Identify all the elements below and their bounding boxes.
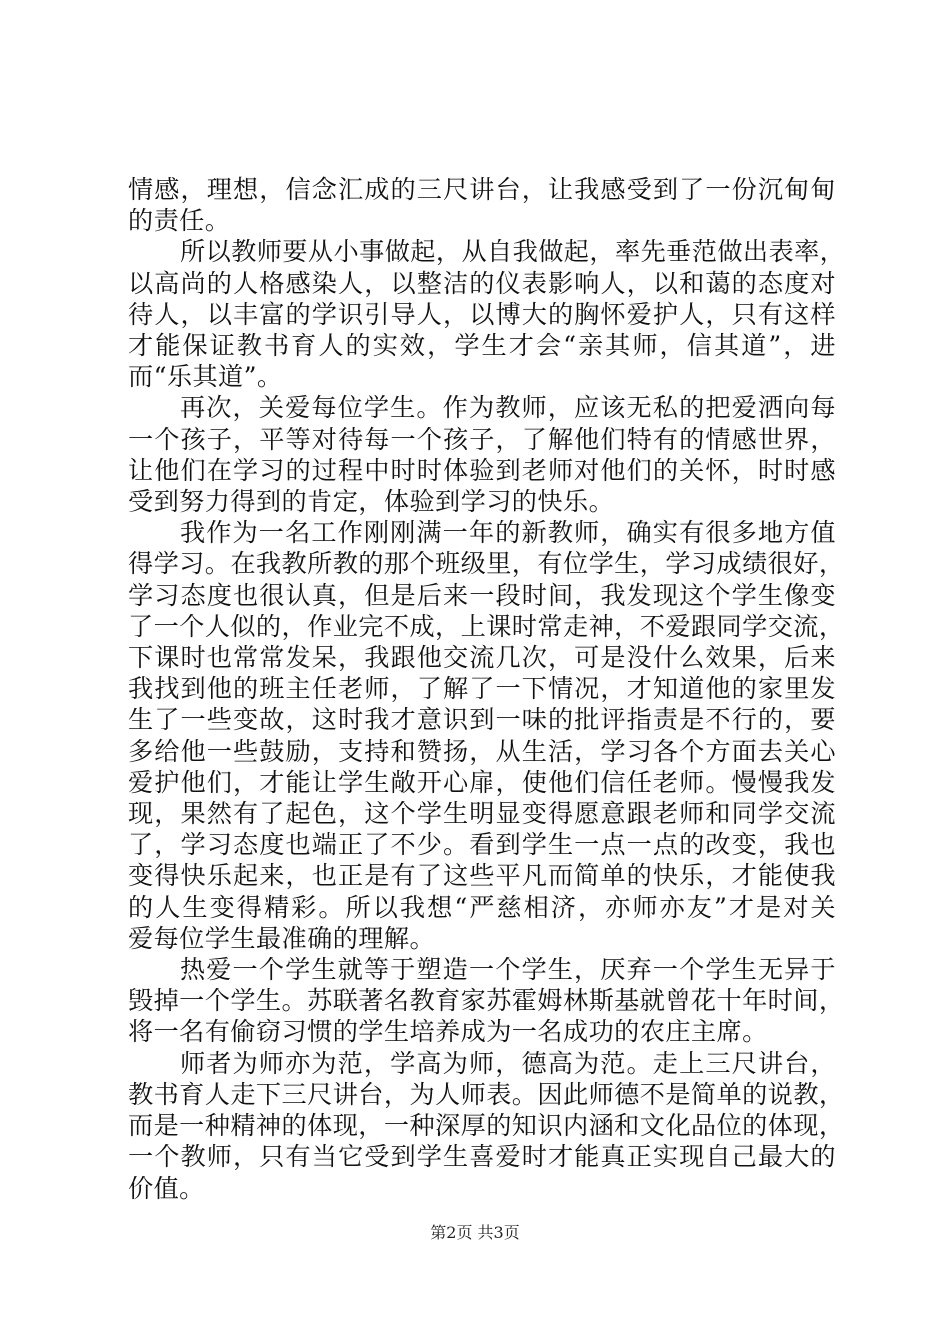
- text-line: 爱每位学生最准确的理解。: [128, 923, 436, 953]
- text-line: 学习态度也很认真，但是后来一段时间，我发现这个学生像变: [128, 580, 836, 610]
- text-line: 现，果然有了起色，这个学生明显变得愿意跟老师和同学交流: [128, 799, 836, 829]
- text-line: 而是一种精神的体现，一种深厚的知识内涵和文化品位的体现，: [128, 1111, 845, 1141]
- text-line: 我找到他的班主任老师，了解了一下情况，才知道他的家里发: [128, 674, 836, 704]
- text-line: 爱护他们，才能让学生敞开心扉，使他们信任老师。慢慢我发: [128, 767, 836, 797]
- text-line: 一个孩子，平等对待每一个孩子，了解他们特有的情感世界，: [128, 424, 836, 454]
- text-line: 师者为师亦为范，学高为师，德高为范。走上三尺讲台，: [180, 1048, 836, 1078]
- text-line: 教书育人走下三尺讲台，为人师表。因此师德不是简单的说教，: [128, 1079, 845, 1109]
- text-line: 生了一些变故，这时我才意识到一味的批评指责是不行的，要: [128, 705, 836, 735]
- text-line: 的责任。: [128, 206, 231, 236]
- paragraph: [128, 517, 845, 954]
- text-line: 才能保证教书育人的实效，学生才会“亲其师，信其道”，进: [128, 331, 836, 361]
- text-line: 情感，理想，信念汇成的三尺讲台，让我感受到了一份沉甸甸: [128, 175, 836, 204]
- text-line: 而“乐其道”。: [128, 362, 283, 392]
- text-line: 再次，关爱每位学生。作为教师，应该无私的把爱洒向每: [180, 393, 836, 423]
- text-line: 价值。: [128, 1173, 205, 1203]
- page-number-footer: 第2页 共3页: [430, 1223, 520, 1242]
- text-line: 了一个人似的，作业完不成，上课时常走神，不爱跟同学交流，: [128, 611, 845, 641]
- text-line: 变得快乐起来，也正是有了这些平凡而简单的快乐，才能使我: [128, 861, 836, 891]
- paragraph: [128, 236, 846, 392]
- text-line: 毁掉一个学生。苏联著名教育家苏霍姆林斯基就曾花十年时间，: [128, 986, 845, 1016]
- paragraph: [128, 1048, 845, 1204]
- text-line: 我作为一名工作刚刚满一年的新教师，确实有很多地方值: [180, 518, 836, 548]
- text-line: 多给他一些鼓励，支持和赞扬，从生活，学习各个方面去关心: [128, 736, 836, 766]
- paragraph: [128, 392, 836, 517]
- document-body: [128, 174, 846, 1204]
- text-line: 所以教师要从小事做起，从自我做起，率先垂范做出表率，: [180, 237, 846, 267]
- text-line: 一个教师，只有当它受到学生喜爱时才能真正实现自己最大的: [128, 1142, 836, 1172]
- text-line: 的人生变得精彩。所以我想“严慈相济，亦师亦友”才是对关: [128, 892, 836, 922]
- text-line: 将一名有偷窃习惯的学生培养成为一名成功的农庄主席。: [128, 1017, 768, 1047]
- text-line: 得学习。在我教所教的那个班级里，有位学生，学习成绩很好，: [128, 549, 845, 579]
- text-line: 让他们在学习的过程中时时体验到老师对他们的关怀，时时感: [128, 455, 836, 485]
- text-line: 热爱一个学生就等于塑造一个学生，厌弃一个学生无异于: [180, 955, 836, 985]
- paragraph: [128, 954, 845, 1048]
- text-line: 待人，以丰富的学识引导人，以博大的胸怀爱护人，只有这样: [128, 299, 836, 329]
- text-line: 以高尚的人格感染人，以整洁的仪表影响人，以和蔼的态度对: [128, 268, 836, 298]
- text-line: 下课时也常常发呆，我跟他交流几次，可是没什么效果，后来: [128, 643, 836, 673]
- paragraph: [128, 174, 836, 236]
- text-line: 了，学习态度也端正了不少。看到学生一点一点的改变，我也: [128, 830, 836, 860]
- text-line: 受到努力得到的肯定，体验到学习的快乐。: [128, 487, 615, 517]
